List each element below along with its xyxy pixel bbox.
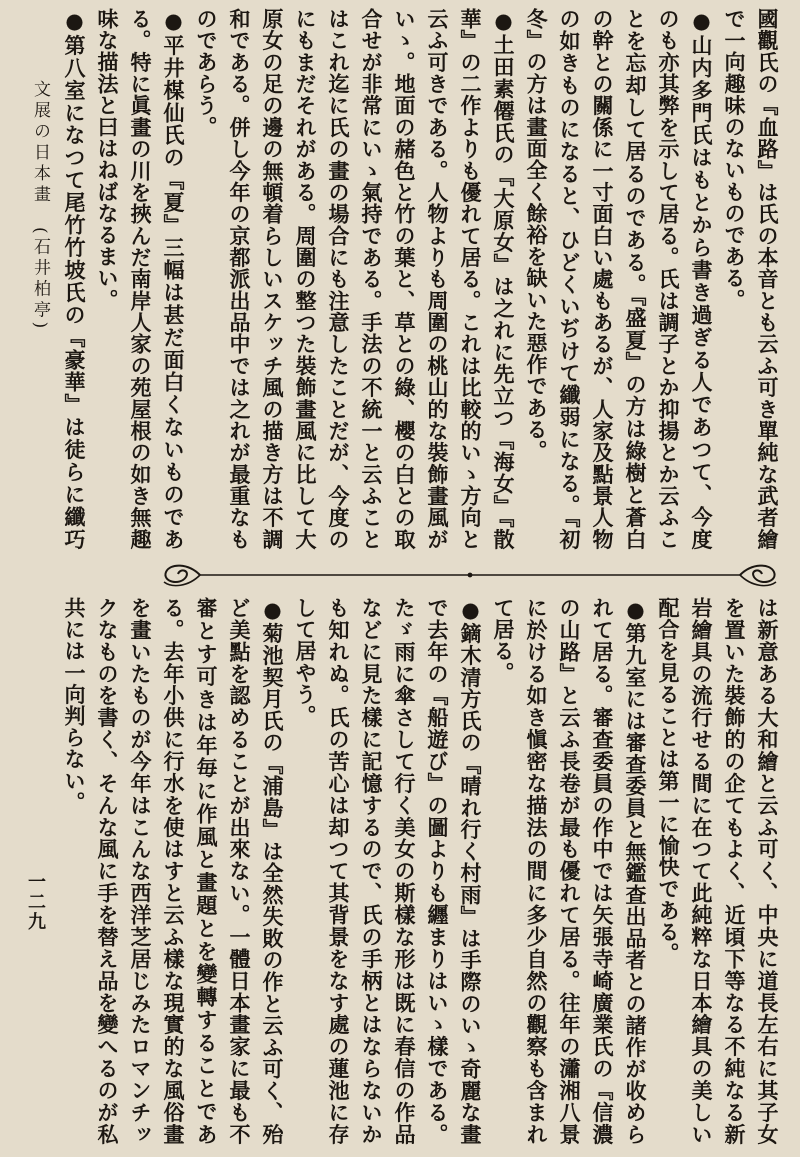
paragraph: ●山内多門氏はもとから書き過ぎる人であつて、今度のも亦其弊を示して居る。氏は調子とか抑揚とか云ふことを忘却して居るのである。『盛夏』の方は綠樹と蒼白の幹との關係に一寸面白い處もあるが、人家及點景人物の如きものになると、ひどくいぢけて纖弱になる。『初冬』の方は畫面全く餘裕を缺いた惡作である。 bbox=[524, 8, 714, 550]
paragraph: ●土田素僊氏の『大原女』は之れに先立つ『海女』『散華』の二作よりも優れて居る。これは比較的いゝ方向と云ふ可きである。人物よりも周圍の桃山的な裝飾畫風がいゝ。地面の赭色と竹の葉と、草との綠、櫻の白との取合せが非常にいゝ氣持である。手法の不統一と云ふことはこれ迄に氏の畫の場合にも注意したことだが、今度のにもまだそれがある。周圍の整つた裝飾畫風に比して大原女の足の邊の無頓着らしいスケッチ風の描き方は不調和である。併し今年の京都派出品中では之れが最重なものであらう。 bbox=[194, 8, 516, 550]
ornamental-divider bbox=[150, 560, 790, 590]
divider-ornament-icon bbox=[150, 560, 790, 590]
paragraph: ●平井楳仙氏の『夏』三幅は甚だ面白くないものである。特に眞畫の川を挾んだ南岸人家の苑屋根の如き無趣味な描法と曰はねばなるまい。 bbox=[95, 8, 186, 550]
paragraph: ●第九室には審查委員と無鑑查出品者との諸作が收められて居る。審查委員の作中では矢張寺崎廣業氏の『信濃の山路』と云ふ長卷が最も優れて居る。往年の瀟湘八景に於ける如き愼密な描法の間に多少自然の觀察も含まれて居る。 bbox=[491, 597, 648, 1145]
paragraph: ●鏑木清方氏の『晴れ行く村雨』は手際のいゝ奇麗な畫で去年の『船遊び』の圖よりも纒まりはいゝ樣である。たゞ雨に傘さして行く美女の斯樣な形は既に春信の作品などに見た樣に記憶するので、氏の手柄とはならないかも知れぬ。氏の苦心は却つて其背景をなす處の蓮池に存して居やう。 bbox=[293, 597, 483, 1145]
paragraph: 國觀氏の『血路』は氏の本音とも云ふ可き單純な武者繪で一向趣味のないものである。 bbox=[722, 8, 780, 550]
paragraph: ●第八室になつて尾竹竹坡氏の『豪華』は徒らに纖巧 bbox=[62, 8, 87, 550]
running-head: 文展の日本畫 (石井柏亭) bbox=[30, 80, 50, 333]
lower-text-block bbox=[62, 597, 784, 1145]
page-number: 一二九 bbox=[25, 872, 46, 932]
paragraph: は新意ある大和繪と云ふ可く、中央に道長左右に其子女を置いた裝飾的の企てもよく、近頃下等なる不純なる新岩繪具の流行せる間に在つて此純粹な日本繪具の美しい配合を見ることは第一に愉快である。 bbox=[656, 597, 780, 1145]
upper-text-block bbox=[62, 8, 784, 550]
paragraph: ●菊池契月氏の『浦島』は全然失敗の作と云ふ可く、殆ど美點を認めることが出來ない。一體日本畫家に最も不審とす可きは年毎に作風と畫題とを變轉することである。去年小供に行水を使はすと云ふ樣な現實的な風俗畫を畫いたものが今年はこんな西洋芝居じみたロマンチックなものを書く、そんな風に手を替え品を變へるのが私共には一向判らない。 bbox=[62, 597, 285, 1145]
